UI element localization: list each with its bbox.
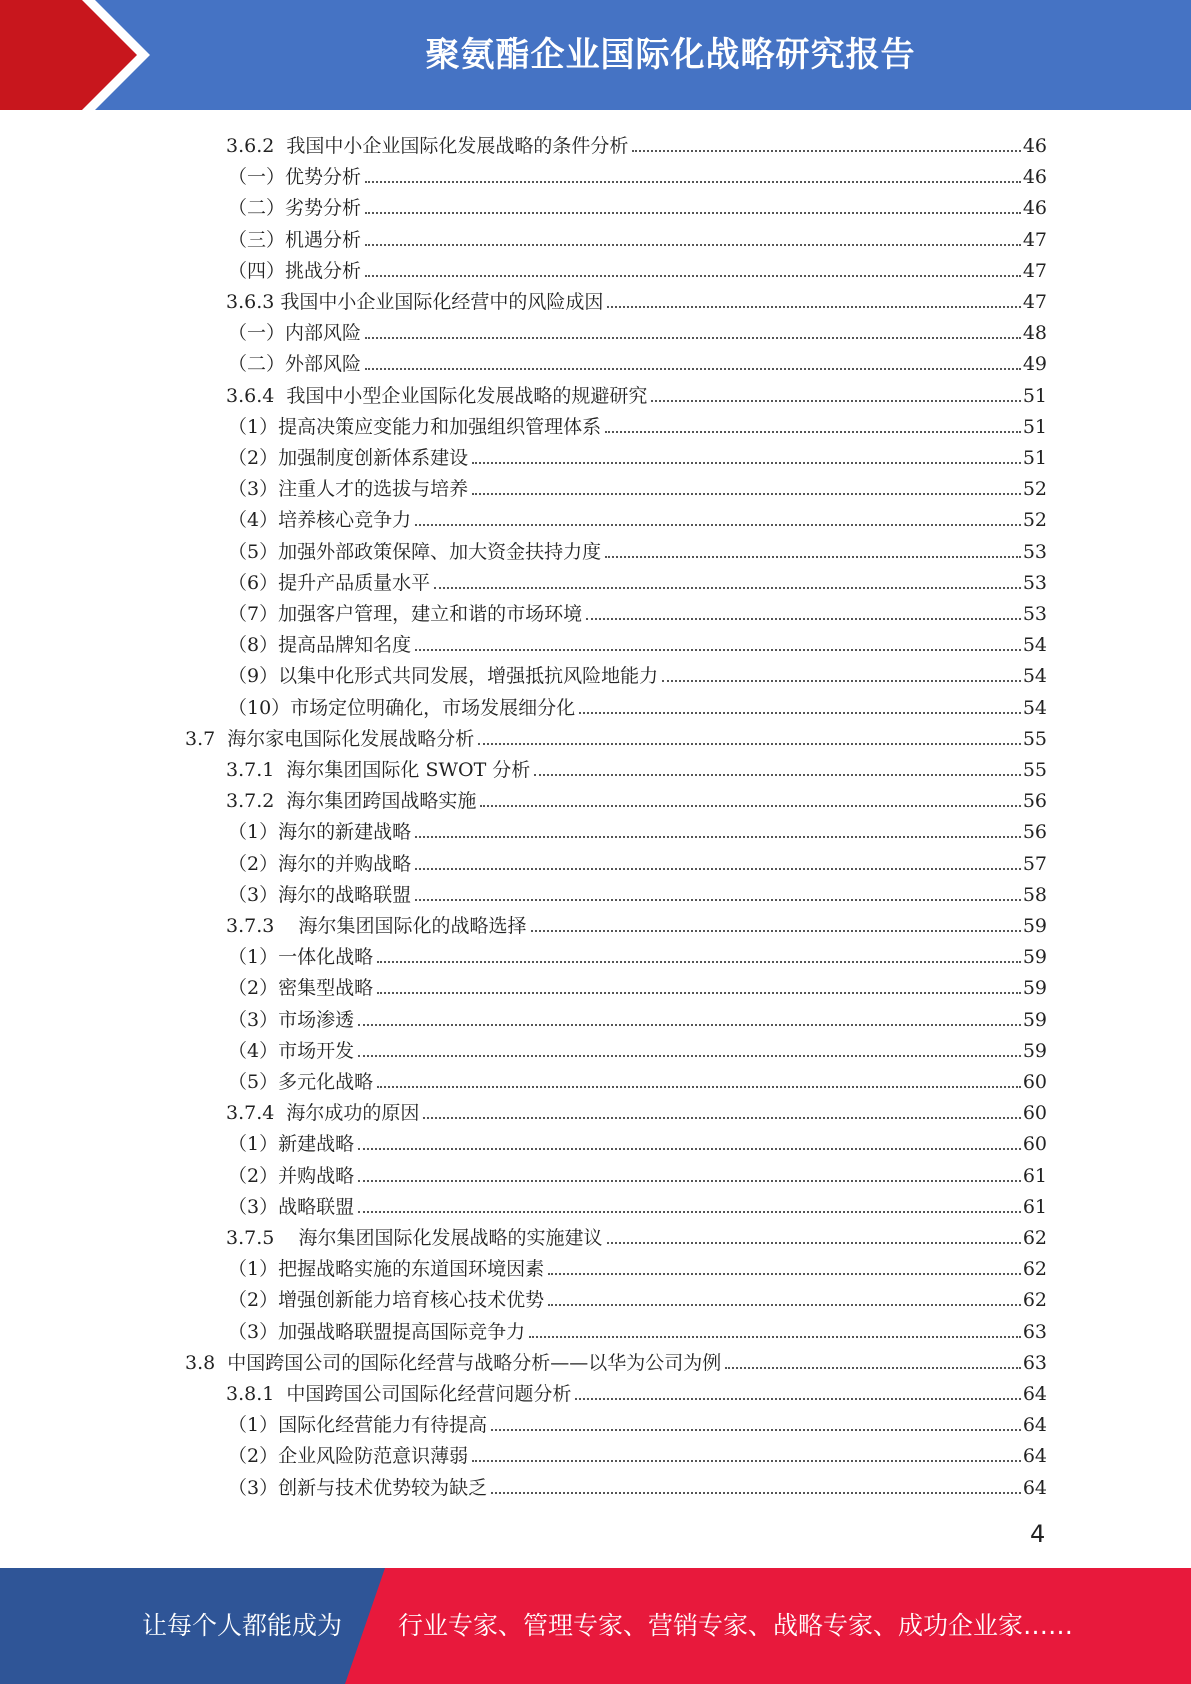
toc-dot-leader bbox=[531, 930, 1021, 932]
toc-dot-leader bbox=[415, 524, 1021, 526]
toc-entry[interactable] bbox=[226, 782, 1047, 813]
toc-entry-title: 3.6.4 我国中小型企业国际化发展战略的规避研究 bbox=[226, 384, 648, 407]
toc-entry-title: （8）提高品牌知名度 bbox=[228, 634, 412, 657]
toc-entry-title: （3）战略联盟 bbox=[228, 1195, 355, 1218]
toc-entry-page: 58 bbox=[1022, 883, 1047, 906]
toc-entry[interactable] bbox=[226, 1219, 1047, 1250]
toc-entry-title: （一）优势分析 bbox=[228, 166, 362, 189]
toc-entry-title: （三）机遇分析 bbox=[228, 228, 362, 251]
toc-entry-title: （3）加强战略联盟提高国际竞争力 bbox=[228, 1320, 526, 1343]
toc-entry-page: 47 bbox=[1022, 259, 1047, 282]
toc-entry[interactable] bbox=[226, 1375, 1047, 1406]
toc-entry-title: （10）市场定位明确化，市场发展细分化 bbox=[228, 696, 576, 719]
footer-slogan-right: 行业专家、管理专家、营销专家、战略专家、成功企业家…… bbox=[398, 1611, 1074, 1640]
toc-entry[interactable] bbox=[228, 1188, 1047, 1219]
toc-dot-leader bbox=[365, 244, 1021, 246]
report-title: 聚氨酯企业国际化战略研究报告 bbox=[425, 35, 916, 75]
toc-entry-page: 47 bbox=[1022, 291, 1047, 313]
toc-entry-page: 54 bbox=[1022, 665, 1047, 688]
toc-entry-title: （7）加强客户管理，建立和谐的市场环境 bbox=[228, 603, 583, 625]
toc-entry[interactable] bbox=[228, 876, 1047, 907]
toc-entry-title: 3.6.3 我国中小企业国际化经营中的风险成因 bbox=[226, 291, 604, 313]
toc-dot-leader bbox=[415, 649, 1021, 651]
toc-dot-leader bbox=[491, 1429, 1021, 1431]
toc-dot-leader bbox=[365, 337, 1021, 339]
toc-entry-page: 46 bbox=[1022, 135, 1047, 157]
toc-entry-title: （3）海尔的战略联盟 bbox=[228, 883, 412, 906]
toc-dot-leader bbox=[491, 1492, 1021, 1494]
toc-entry[interactable] bbox=[228, 501, 1047, 532]
toc-entry[interactable] bbox=[226, 907, 1047, 938]
toc-dot-leader bbox=[423, 1117, 1020, 1119]
toc-entry[interactable] bbox=[226, 283, 1047, 314]
toc-entry-title: 3.8 中国跨国公司的国际化经营与战略分析——以华为公司为例 bbox=[185, 1351, 722, 1374]
toc-entry-title: （二）劣势分析 bbox=[228, 197, 362, 220]
toc-dot-leader bbox=[575, 1398, 1020, 1400]
toc-entry[interactable] bbox=[228, 845, 1047, 876]
toc-entry-title: （2）并购战略 bbox=[228, 1164, 355, 1187]
toc-dot-leader bbox=[607, 306, 1020, 308]
toc-entry-page: 51 bbox=[1022, 384, 1047, 407]
toc-dot-leader bbox=[662, 680, 1021, 682]
toc-dot-leader bbox=[725, 1367, 1021, 1369]
toc-dot-leader bbox=[480, 805, 1020, 807]
toc-entry-title: （5）多元化战略 bbox=[228, 1071, 374, 1093]
toc-entry-title: （5）加强外部政策保障、加大资金扶持力度 bbox=[228, 540, 602, 563]
toc-entry-page: 56 bbox=[1022, 821, 1047, 844]
toc-entry-title: （1）提高决策应变能力和加强组织管理体系 bbox=[228, 415, 602, 438]
footer-banner bbox=[0, 1568, 1191, 1684]
toc-entry[interactable] bbox=[228, 1437, 1047, 1468]
toc-entry-page: 48 bbox=[1022, 322, 1047, 345]
toc-entry[interactable] bbox=[228, 1281, 1047, 1312]
toc-entry-page: 54 bbox=[1022, 696, 1047, 719]
toc-entry[interactable] bbox=[228, 1063, 1047, 1094]
toc-entry-title: 3.6.2 我国中小企业国际化发展战略的条件分析 bbox=[226, 135, 629, 157]
toc-entry-title: 3.7.1 海尔集团国际化 SWOT 分析 bbox=[226, 759, 531, 781]
toc-entry-page: 55 bbox=[1022, 759, 1047, 781]
toc-entry[interactable] bbox=[228, 813, 1047, 844]
toc-dot-leader bbox=[579, 712, 1021, 714]
toc-dot-leader bbox=[472, 462, 1021, 464]
toc-entry-title: （3）注重人才的选拔与培养 bbox=[228, 478, 469, 501]
toc-entry[interactable] bbox=[228, 158, 1047, 189]
toc-dot-leader bbox=[365, 275, 1021, 277]
toc-dot-leader bbox=[365, 181, 1021, 183]
toc-entry-page: 52 bbox=[1022, 509, 1047, 532]
toc-entry-page: 51 bbox=[1022, 415, 1047, 438]
toc-entry-page: 54 bbox=[1022, 634, 1047, 657]
toc-entry-title: 3.7.4 海尔成功的原因 bbox=[226, 1102, 420, 1125]
toc-entry-title: （2）增强创新能力培育核心技术优势 bbox=[228, 1289, 545, 1312]
toc-entry-title: （3）市场渗透 bbox=[228, 1008, 355, 1031]
toc-entry-page: 61 bbox=[1022, 1164, 1047, 1187]
toc-entry-title: （一）内部风险 bbox=[228, 322, 362, 345]
toc-entry-title: （2）密集型战略 bbox=[228, 977, 374, 1000]
toc-entry-title: （1）一体化战略 bbox=[228, 946, 374, 969]
toc-dot-leader bbox=[472, 1460, 1021, 1462]
toc-entry-page: 46 bbox=[1022, 166, 1047, 189]
toc-dot-leader bbox=[548, 1273, 1021, 1275]
toc-entry[interactable] bbox=[185, 1344, 1047, 1375]
toc-entry[interactable] bbox=[228, 408, 1047, 439]
toc-entry[interactable] bbox=[228, 657, 1047, 688]
toc-entry[interactable] bbox=[228, 1157, 1047, 1188]
toc-entry-title: 3.7.3 海尔集团国际化的战略选择 bbox=[226, 915, 527, 937]
toc-entry-page: 59 bbox=[1022, 1039, 1047, 1062]
toc-dot-leader bbox=[377, 1086, 1021, 1088]
toc-dot-leader bbox=[605, 556, 1021, 558]
toc-entry-title: （1）新建战略 bbox=[228, 1133, 355, 1156]
toc-entry-page: 64 bbox=[1022, 1414, 1047, 1437]
toc-entry-page: 59 bbox=[1022, 1008, 1047, 1031]
toc-entry-title: （6）提升产品质量水平 bbox=[228, 571, 431, 594]
toc-dot-leader bbox=[415, 868, 1021, 870]
toc-dot-leader bbox=[377, 992, 1021, 994]
toc-entry[interactable] bbox=[226, 377, 1047, 408]
toc-dot-leader bbox=[434, 587, 1021, 589]
toc-entry-title: （1）海尔的新建战略 bbox=[228, 821, 412, 844]
toc-entry[interactable] bbox=[228, 1250, 1047, 1281]
toc-entry-title: （四）挑战分析 bbox=[228, 259, 362, 282]
toc-entry-page: 59 bbox=[1022, 915, 1047, 937]
toc-entry-page: 51 bbox=[1022, 447, 1047, 469]
toc-entry-title: （4）培养核心竞争力 bbox=[228, 509, 412, 532]
toc-entry-title: （2）企业风险防范意识薄弱 bbox=[228, 1445, 469, 1468]
toc-entry[interactable] bbox=[228, 689, 1047, 720]
toc-entry-title: 3.8.1 中国跨国公司国际化经营问题分析 bbox=[226, 1383, 572, 1405]
toc-entry[interactable] bbox=[228, 470, 1047, 501]
toc-dot-leader bbox=[607, 1242, 1021, 1244]
toc-dot-leader bbox=[358, 1055, 1021, 1057]
toc-entry-title: 3.7.2 海尔集团跨国战略实施 bbox=[226, 790, 477, 813]
toc-entry[interactable] bbox=[228, 345, 1047, 376]
toc-dot-leader bbox=[365, 368, 1021, 370]
toc-entry-title: （4）市场开发 bbox=[228, 1039, 355, 1062]
toc-entry[interactable] bbox=[228, 252, 1047, 283]
toc-entry-title: 3.7.5 海尔集团国际化发展战略的实施建议 bbox=[226, 1227, 603, 1249]
toc-entry-title: （1）把握战略实施的东道国环境因素 bbox=[228, 1258, 545, 1281]
toc-entry-page: 64 bbox=[1022, 1445, 1047, 1468]
toc-entry[interactable] bbox=[228, 1032, 1047, 1063]
toc-entry-page: 60 bbox=[1022, 1102, 1047, 1125]
toc-entry[interactable] bbox=[228, 1469, 1047, 1500]
toc-entry-page: 53 bbox=[1022, 540, 1047, 563]
toc-entry-page: 64 bbox=[1022, 1383, 1047, 1405]
toc-dot-leader bbox=[529, 1336, 1021, 1338]
toc-dot-leader bbox=[358, 1148, 1021, 1150]
toc-entry[interactable] bbox=[228, 314, 1047, 345]
toc-entry-title: （二）外部风险 bbox=[228, 353, 362, 376]
toc-entry[interactable] bbox=[228, 938, 1047, 969]
toc-entry-title: （2）海尔的并购战略 bbox=[228, 852, 412, 875]
toc-entry-page: 63 bbox=[1022, 1320, 1047, 1343]
toc-dot-leader bbox=[358, 1211, 1021, 1213]
toc-entry-title: （1）国际化经营能力有待提高 bbox=[228, 1414, 488, 1437]
toc-entry[interactable] bbox=[228, 533, 1047, 564]
toc-entry[interactable] bbox=[228, 221, 1047, 252]
toc-entry[interactable] bbox=[226, 1094, 1047, 1125]
toc-entry[interactable] bbox=[228, 1406, 1047, 1437]
toc-entry-page: 64 bbox=[1022, 1476, 1047, 1499]
toc-entry-page: 59 bbox=[1022, 946, 1047, 969]
toc-entry-title: 3.7 海尔家电国际化发展战略分析 bbox=[185, 727, 475, 750]
toc-entry[interactable] bbox=[228, 1313, 1047, 1344]
toc-entry-page: 53 bbox=[1022, 571, 1047, 594]
header-arrow-graphic bbox=[0, 0, 160, 110]
toc-dot-leader bbox=[548, 1304, 1021, 1306]
toc-entry-page: 57 bbox=[1022, 852, 1047, 875]
toc-entry-title: （9）以集中化形式共同发展，增强抵抗风险地能力 bbox=[228, 665, 659, 688]
toc-entry-title: （3）创新与技术优势较为缺乏 bbox=[228, 1476, 488, 1499]
toc-entry[interactable] bbox=[226, 751, 1047, 782]
header-banner bbox=[0, 0, 1191, 110]
toc-entry-page: 62 bbox=[1022, 1289, 1047, 1312]
toc-entry[interactable] bbox=[228, 564, 1047, 595]
toc-entry-title: （2）加强制度创新体系建设 bbox=[228, 447, 469, 469]
toc-entry-page: 46 bbox=[1022, 197, 1047, 220]
toc-entry[interactable] bbox=[226, 127, 1047, 158]
toc-dot-leader bbox=[415, 899, 1021, 901]
toc-entry-page: 62 bbox=[1022, 1227, 1047, 1249]
toc-entry-page: 61 bbox=[1022, 1195, 1047, 1218]
toc-dot-leader bbox=[365, 212, 1021, 214]
toc-dot-leader bbox=[377, 961, 1021, 963]
toc-dot-leader bbox=[651, 400, 1020, 402]
toc-dot-leader bbox=[632, 150, 1020, 152]
toc-entry[interactable] bbox=[228, 595, 1047, 626]
toc-dot-leader bbox=[586, 618, 1021, 620]
toc-entry[interactable] bbox=[228, 969, 1047, 1000]
toc-entry[interactable] bbox=[185, 720, 1047, 751]
toc-entry-page: 49 bbox=[1022, 353, 1047, 376]
toc-dot-leader bbox=[358, 1024, 1021, 1026]
toc-dot-leader bbox=[534, 774, 1021, 776]
toc-dot-leader bbox=[605, 431, 1021, 433]
toc-entry[interactable] bbox=[228, 439, 1047, 470]
toc-entry-page: 60 bbox=[1022, 1133, 1047, 1156]
toc-entry-page: 63 bbox=[1022, 1351, 1047, 1374]
toc-entry-page: 52 bbox=[1022, 478, 1047, 501]
page-number: 4 bbox=[1030, 1520, 1046, 1548]
toc-entry-page: 55 bbox=[1022, 727, 1047, 750]
toc-entry[interactable] bbox=[228, 1001, 1047, 1032]
toc-entry-page: 60 bbox=[1022, 1071, 1047, 1093]
toc-dot-leader bbox=[358, 1180, 1021, 1182]
toc-entry[interactable] bbox=[228, 189, 1047, 220]
toc-entry-page: 59 bbox=[1022, 977, 1047, 1000]
toc-entry-page: 56 bbox=[1022, 790, 1047, 813]
toc-dot-leader bbox=[478, 743, 1021, 745]
toc-dot-leader bbox=[415, 836, 1021, 838]
toc-entry[interactable] bbox=[228, 1125, 1047, 1156]
toc-dot-leader bbox=[472, 493, 1021, 495]
footer-slogan-left: 让每个人都能成为 bbox=[142, 1611, 343, 1640]
toc-entry-page: 62 bbox=[1022, 1258, 1047, 1281]
toc-entry[interactable] bbox=[228, 626, 1047, 657]
toc-entry-page: 53 bbox=[1022, 603, 1047, 625]
toc-entry-page: 47 bbox=[1022, 228, 1047, 251]
